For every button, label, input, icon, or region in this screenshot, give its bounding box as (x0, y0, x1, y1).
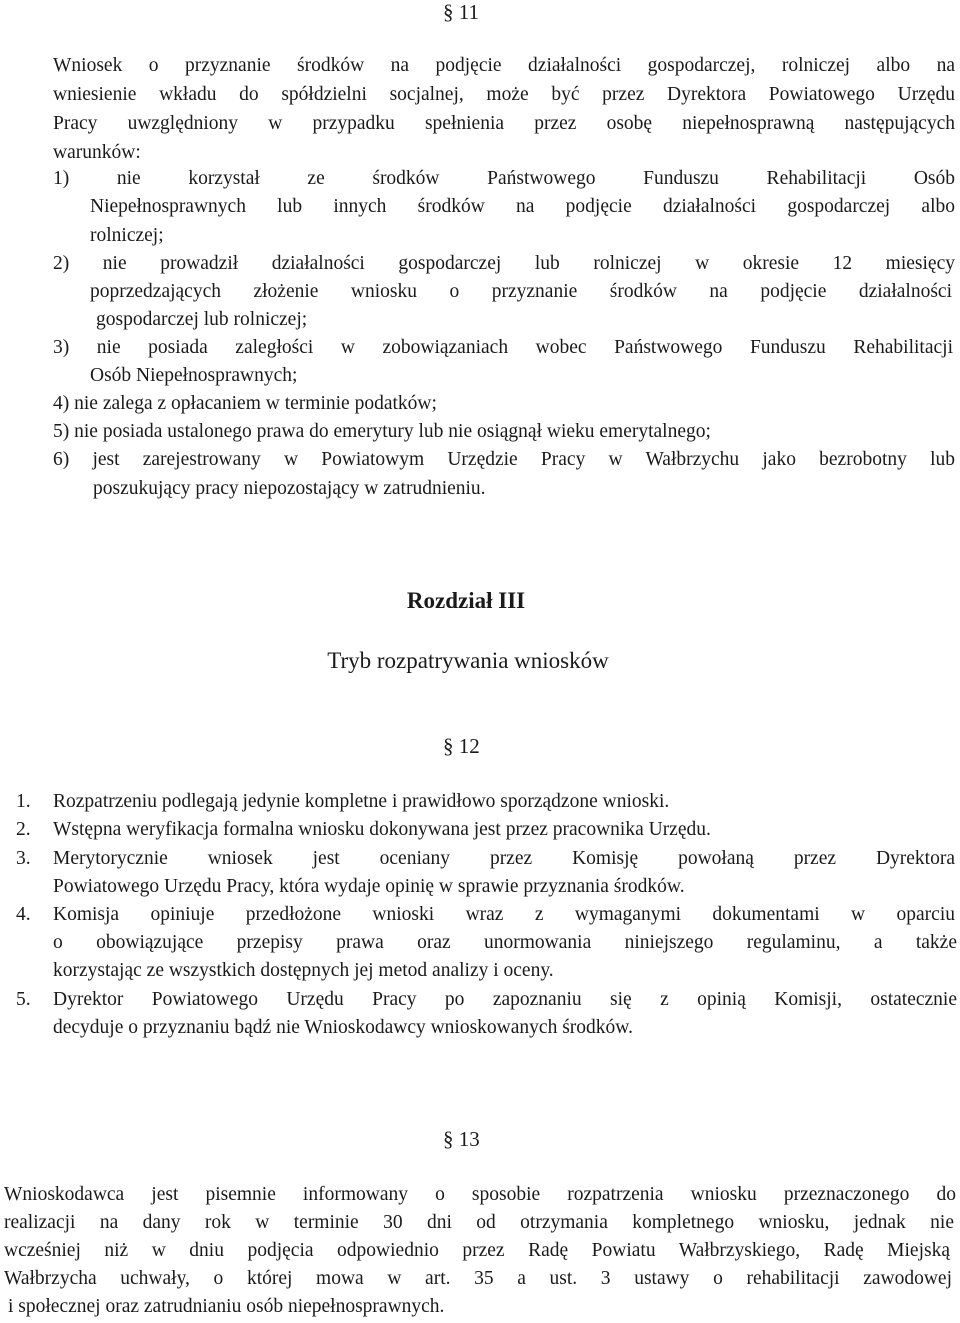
s12-item-3-line-1: Merytorycznie wniosek jest oceniany przez Komisję powołaną przez Dyrektora (53, 848, 955, 869)
s12-item-3-number: 3. (16, 848, 31, 869)
s13-line-5: i społecznej oraz zatrudnianiu osób niepełnosprawnych. (8, 1296, 445, 1317)
s11-condition-6-line-1: 6) jest zarejestrowany w Powiatowym Urzędzie Pracy w Wałbrzychu jako bezrobotny lub (53, 449, 955, 470)
s11-intro-line-1: Wniosek o przyznanie środków na podjęcie działalności gospodarczej, rolniczej albo na (53, 55, 955, 76)
s11-intro-line-3: Pracy uwzględniony w przypadku spełnienia przez osobę niepełnosprawną następujących (53, 113, 955, 134)
s11-intro-line-4: warunków: (53, 142, 141, 163)
section-12-header: § 12 (443, 734, 480, 758)
s13-line-4: Wałbrzycha uchwały, o której mowa w art. 35 a ust. 3 ustawy o rehabilitacji zawodowej (4, 1268, 952, 1289)
chapter-title: Rozdział III (406, 588, 526, 613)
s13-line-1: Wnioskodawca jest pisemnie informowany o sposobie rozpatrzenia wniosku przeznaczonego do (4, 1184, 956, 1205)
s11-condition-5: 5) nie posiada ustalonego prawa do emerytury lub nie osiągnął wieku emerytalnego; (53, 421, 711, 442)
s11-condition-3-line-2: Osób Niepełnosprawnych; (90, 365, 298, 386)
s12-item-4-line-2: o obowiązujące przepisy prawa oraz unormowania niniejszego regulaminu, a także (53, 932, 957, 953)
s11-condition-2-line-1: 2) nie prowadził działalności gospodarczej lub rolniczej w okresie 12 miesięcy (53, 253, 955, 274)
s12-item-4-number: 4. (16, 904, 31, 925)
s12-item-5-line-2: decyduje o przyznaniu bądź nie Wnioskodawcy wnioskowanych środków. (53, 1017, 633, 1038)
section-11-header: § 11 (443, 0, 479, 24)
s11-condition-2-line-3: gospodarczej lub rolniczej; (96, 309, 308, 330)
s13-line-2: realizacji na dany rok w terminie 30 dni od otrzymania kompletnego wniosku, jednak nie (4, 1212, 954, 1233)
chapter-subtitle: Tryb rozpatrywania wniosków (327, 648, 609, 673)
s11-condition-1-line-3: rolniczej; (90, 225, 164, 246)
s12-item-4-line-3: korzystając ze wszystkich dostępnych jej metod analizy i oceny. (53, 960, 554, 981)
s13-line-3: wcześniej niż w dniu podjęcia odpowiednio przez Radę Powiatu Wałbrzyskiego, Radę Miejską (4, 1240, 950, 1261)
s11-condition-6-line-2: poszukujący pracy niepozostający w zatrudnieniu. (93, 478, 486, 499)
s12-item-4-line-1: Komisja opiniuje przedłożone wnioski wraz z wymaganymi dokumentami w oparciu (53, 904, 955, 925)
s12-item-5-number: 5. (16, 989, 31, 1010)
s11-intro-line-2: wniesienie wkładu do spółdzielni socjalnej, może być przez Dyrektora Powiatowego Urzędu (53, 84, 955, 105)
section-13-header: § 13 (443, 1127, 480, 1151)
s12-item-2-number: 2. (16, 819, 31, 840)
s12-item-5-line-1: Dyrektor Powiatowego Urzędu Pracy po zapoznaniu się z opinią Komisji, ostatecznie (53, 989, 957, 1010)
s11-condition-4: 4) nie zalega z opłacaniem w terminie podatków; (53, 393, 437, 414)
s12-item-2-text: Wstępna weryfikacja formalna wniosku dokonywana jest przez pracownika Urzędu. (53, 819, 711, 840)
s12-item-3-line-2: Powiatowego Urzędu Pracy, która wydaje opinię w sprawie przyznania środków. (53, 876, 685, 897)
s11-condition-1-line-1: 1) nie korzystał ze środków Państwowego Funduszu Rehabilitacji Osób (53, 168, 955, 189)
s12-item-1-text: Rozpatrzeniu podlegają jedynie kompletne i prawidłowo sporządzone wnioski. (53, 791, 670, 812)
s12-item-1-number: 1. (16, 791, 31, 812)
s11-condition-1-line-2: Niepełnosprawnych lub innych środków na podjęcie działalności gospodarczej albo (90, 196, 955, 217)
s11-condition-3-line-1: 3) nie posiada zaległości w zobowiązaniach wobec Państwowego Funduszu Rehabilitacji (53, 337, 953, 358)
s11-condition-2-line-2: poprzedzających złożenie wniosku o przyznanie środków na podjęcie działalności (90, 281, 952, 302)
